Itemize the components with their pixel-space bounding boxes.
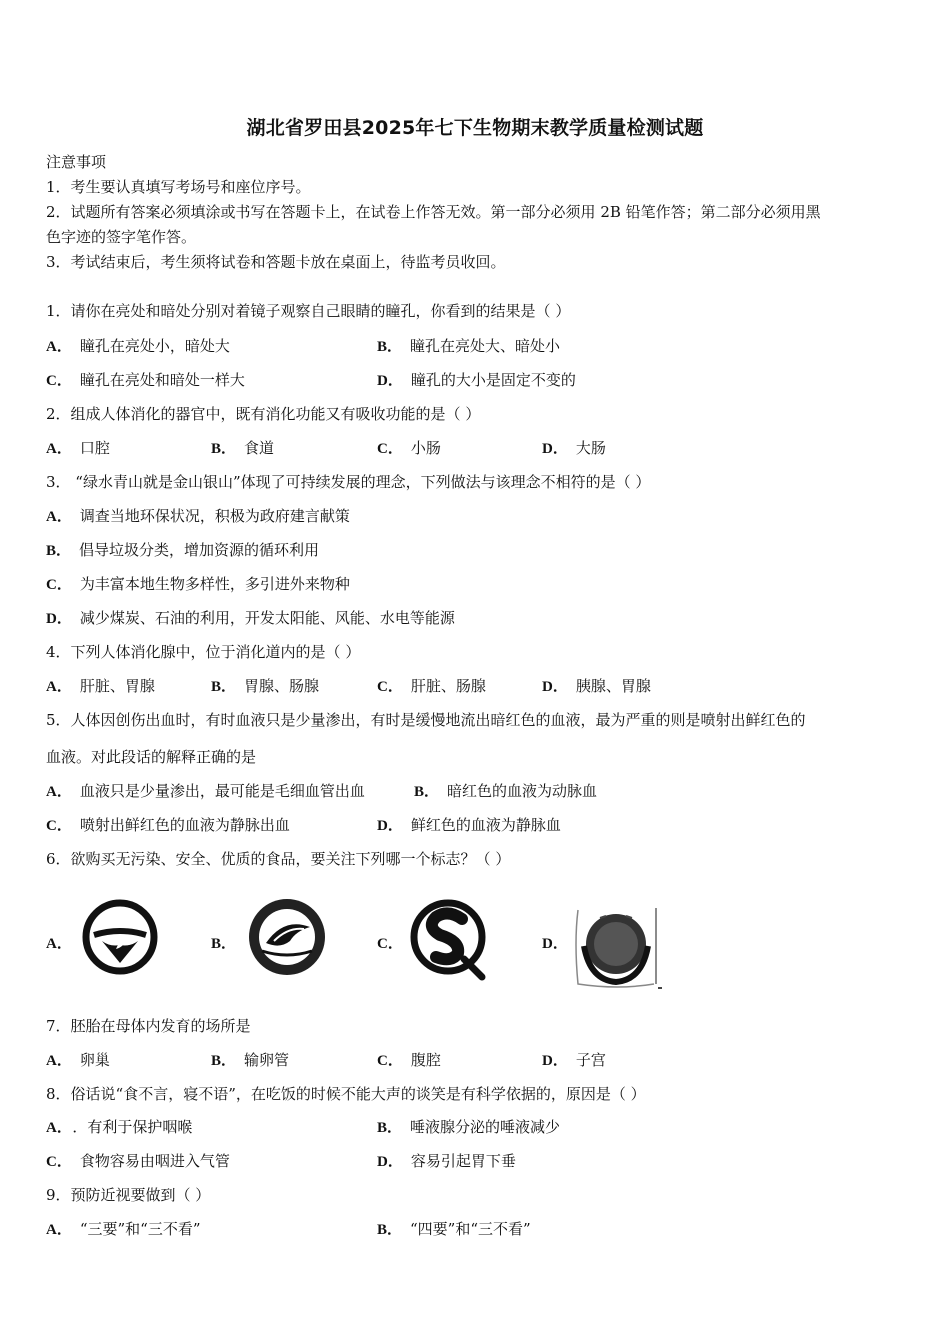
- option-d[interactable]: D． 瞳孔的大小是固定不变的: [377, 371, 576, 389]
- option-b[interactable]: B． 胃腺、肠腺: [211, 677, 320, 695]
- question-stem: 8．俗话说“食不言，寝不语”，在吃饭的时候不能大声的谈笑是有科学依据的，原因是（ ）: [46, 1085, 646, 1103]
- option-a[interactable]: A． 调查当地环保状况，积极为政府建言献策: [46, 507, 350, 525]
- option-a[interactable]: A． “三要”和“三不看”: [46, 1220, 201, 1238]
- pollution-free-logo-icon[interactable]: [570, 902, 666, 994]
- option-d[interactable]: D． 鲜红色的血液为静脉血: [377, 816, 561, 834]
- green-food-logo-icon[interactable]: [80, 897, 160, 977]
- option-a[interactable]: A． 口腔: [46, 439, 110, 457]
- notice-item: 3．考试结束后，考生须将试卷和答题卡放在桌面上，待监考员收回。: [46, 253, 506, 271]
- option-d[interactable]: D． 减少煤炭、石油的利用，开发太阳能、风能、水电等能源: [46, 609, 455, 627]
- notice-item: 2．试题所有答案必须填涂或书写在答题卡上，在试卷上作答无效。第一部分必须用 2B 铅笔作答；第二部分必须用黑: [46, 203, 821, 221]
- option-c[interactable]: C． 喷射出鲜红色的血液为静脉出血: [46, 816, 290, 834]
- notice-item: 1．考生要认真填写考场号和座位序号。: [46, 178, 311, 196]
- option-a[interactable]: A． 血液只是少量渗出，最可能是毛细血管出血: [46, 782, 365, 800]
- option-b[interactable]: B． “四要”和“三不看”: [377, 1220, 531, 1238]
- option-b[interactable]: B． 食道: [211, 439, 275, 457]
- option-c[interactable]: C． 腹腔: [377, 1051, 441, 1069]
- organic-food-logo-icon[interactable]: [244, 897, 330, 977]
- question-stem: 9．预防近视要做到（ ）: [46, 1186, 211, 1204]
- question-stem: 1．请你在亮处和暗处分别对着镜子观察自己眼睛的瞳孔，你看到的结果是（ ）: [46, 302, 571, 320]
- option-a[interactable]: A． ．有利于保护咽喉: [46, 1118, 193, 1136]
- option-c[interactable]: C． 小肠: [377, 439, 441, 457]
- option-b[interactable]: B． 输卵管: [211, 1051, 290, 1069]
- option-d[interactable]: D． 子宫: [542, 1051, 606, 1069]
- option-a[interactable]: A． 肝脏、胃腺: [46, 677, 155, 695]
- question-stem: 6．欲购买无污染、安全、优质的食品，要关注下列哪一个标志？（ ）: [46, 850, 511, 868]
- option-d[interactable]: D． 容易引起胃下垂: [377, 1152, 516, 1170]
- option-c[interactable]: C． 瞳孔在亮处和暗处一样大: [46, 371, 245, 389]
- option-b[interactable]: B． 瞳孔在亮处大、暗处小: [377, 337, 561, 355]
- question-stem-continued: 血液。对此段话的解释正确的是: [46, 748, 257, 766]
- question-stem: 3． “绿水青山就是金山银山”体现了可持续发展的理念，下列做法与该理念不相符的是（ ）: [46, 473, 651, 491]
- notice-item: 色字迹的签字笔作答。: [46, 228, 197, 246]
- notice-heading: 注意事项: [46, 153, 107, 171]
- option-c[interactable]: C． 食物容易由咽进入气管: [46, 1152, 230, 1170]
- option-a-letter[interactable]: A．: [46, 936, 72, 952]
- option-b-letter[interactable]: B．: [211, 936, 237, 952]
- question-stem: 2．组成人体消化的器官中，既有消化功能又有吸收功能的是（ ）: [46, 405, 481, 423]
- page-title: 湖北省罗田县2025年七下生物期末教学质量检测试题: [246, 117, 704, 139]
- question-stem: 5．人体因创伤出血时，有时血液只是少量渗出，有时是缓慢地流出暗红色的血液，最为严重的则是喷射出鲜红色的: [46, 711, 806, 729]
- option-a[interactable]: A． 瞳孔在亮处小，暗处大: [46, 337, 230, 355]
- option-d-letter[interactable]: D．: [542, 936, 568, 952]
- question-stem: 7．胚胎在母体内发育的场所是: [46, 1017, 251, 1035]
- question-stem: 4．下列人体消化腺中，位于消化道内的是（ ）: [46, 643, 361, 661]
- option-a[interactable]: A． 卵巢: [46, 1051, 110, 1069]
- option-d[interactable]: D． 胰腺、胃腺: [542, 677, 651, 695]
- option-b[interactable]: B． 暗红色的血液为动脉血: [414, 782, 598, 800]
- option-b[interactable]: B． 唾液腺分泌的唾液减少: [377, 1118, 561, 1136]
- option-c[interactable]: C． 肝脏、肠腺: [377, 677, 486, 695]
- qs-logo-icon[interactable]: [408, 897, 490, 981]
- option-c[interactable]: C． 为丰富本地生物多样性，多引进外来物种: [46, 575, 350, 593]
- option-b[interactable]: B． 倡导垃圾分类，增加资源的循环利用: [46, 541, 320, 559]
- option-c-letter[interactable]: C．: [377, 936, 403, 952]
- option-d[interactable]: D． 大肠: [542, 439, 606, 457]
